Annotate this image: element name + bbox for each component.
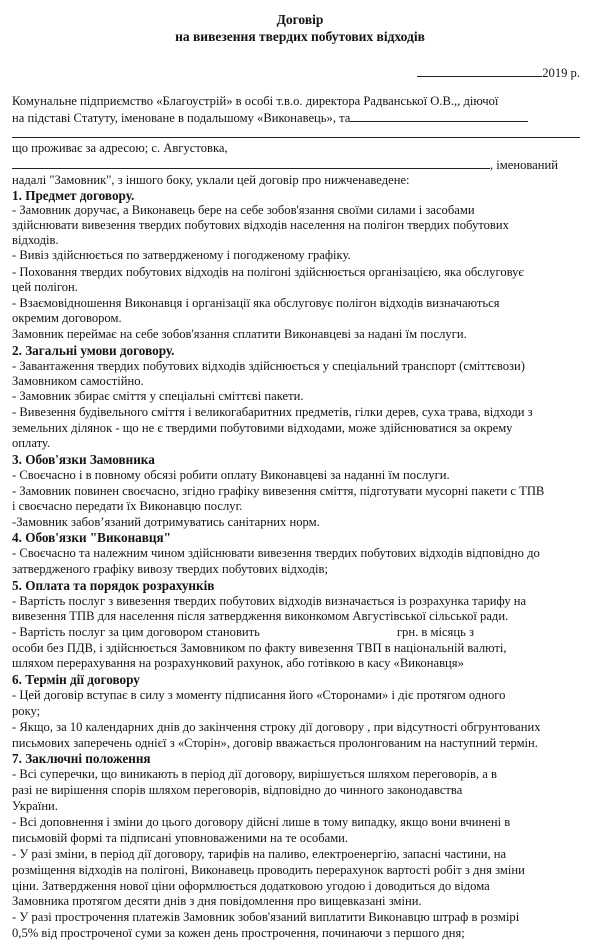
text-line: вивезення ТПВ для населення після затвердження виконкомом Августівської сільської ради. <box>12 609 509 623</box>
text-line: Замовник переймає на себе зобов'язання сплатити Виконавцеві за надані їм послуги. <box>12 327 467 341</box>
name-blank-2 <box>12 126 580 138</box>
text-line: - Вартість послуг з вивезення твердих побутових відходів визначається із розрахунка тарифу на <box>12 594 527 608</box>
blank-line <box>12 126 580 142</box>
text-line: ціни. Затвердження нової ціни оформлюється додатковою угодою і доводиться до відома <box>12 879 490 893</box>
section-heading: 4. Обов'язки "Виконавця" <box>12 530 171 545</box>
text-line: окремим договором. <box>12 311 122 325</box>
text-line: - Вартість послуг за цим договором становить грн. в місяць з <box>12 625 474 639</box>
text-line: розміщення відходів на полігоні, Виконавець проводить перерахунок вартості робіт з дня зміни <box>12 863 525 877</box>
section-heading: 6. Термін дії договору <box>12 672 140 687</box>
name-blank <box>350 110 528 122</box>
text-line: - Взаємовідношення Виконавця і організації яка обслуговує полігон відходів визначаються <box>12 296 500 310</box>
text-line: письмовій формі та підписані уповноваженими на те особами. <box>12 831 349 845</box>
text-line: і своєчасно передати їх Виконавцю послуг. <box>12 499 243 513</box>
date-line: 2019 р. <box>12 65 580 81</box>
address-blank <box>12 157 490 169</box>
text-line: оплату. <box>12 436 51 450</box>
address-line-2: , іменований <box>12 157 580 173</box>
text-line: - У разі зміни, в період дії договору, тарифів на паливо, електроенергію, запасні частини, на <box>12 847 507 861</box>
address-line: що проживає за адресою; с. Августовка, <box>12 141 228 155</box>
text-line: - Всі суперечки, що виникають в період дії договору, вирішується шляхом переговорів, а в <box>12 767 497 781</box>
text-line: -Замовник забов’язаний дотримуватись санітарних норм. <box>12 515 320 529</box>
parties-line: Комунальне підприємство «Благоустрій» в особі т.в.о. директора Радванської О.В.,, діючої <box>12 94 499 108</box>
text-line: - Своєчасно та належним чином здійснювати вивезення твердих побутових відходів відповідно до <box>12 546 540 560</box>
text-line: Замовника протягом десяти днів з дня повідомлення про вищевказані зміни. <box>12 894 422 908</box>
text-line: шляхом перерахування на розрахунковий рахунок, або готівкою в касу «Виконавця» <box>12 656 464 670</box>
text-line: - Цей договір вступає в силу з моменту підписання його «Сторонами» і діє протягом одного <box>12 688 506 702</box>
text-line: України. <box>12 799 58 813</box>
date-blank <box>417 65 542 77</box>
text-line: особи без ПДВ, і здійснюється Замовником по факту вивезення ТВП в національній валюті, <box>12 641 507 655</box>
text-line: - Завантаження твердих побутових відходів здійснюється у спеціальний транспорт (сміттєвози) <box>12 359 525 373</box>
section-heading: 5. Оплата та порядок розрахунків <box>12 578 215 593</box>
text-line: - Замовник доручає, а Виконавець бере на себе зобов'язання своїми силами і засобами <box>12 203 475 217</box>
text-line: разі не вирішення спорів шляхом переговорів, відповідно до чинного законодавства <box>12 783 463 797</box>
text-line: здійснювати вивезення твердих побутових відходів населення на полігон твердих побутових <box>12 218 509 232</box>
text-line: затвердженого графіку вивозу твердих побутових відходів; <box>12 562 328 576</box>
doc-subtitle: на вивезення твердих побутових відходів <box>175 29 425 44</box>
text-line: цей полігон. <box>12 280 78 294</box>
text-line: - Всі доповнення і зміни до цього договору дійсні лише в тому випадку, якщо вони вчинені в <box>12 815 511 829</box>
text-line: - Поховання твердих побутових відходів на полігоні здійснюється організацією, яка обслуговує <box>12 265 524 279</box>
section-heading: 3. Обов'язки Замовника <box>12 452 155 467</box>
text-line: року; <box>12 704 41 718</box>
text-line: - Якщо, за 10 календарних днів до закінчення строку дії договору , при відсутності обгрунтованих <box>12 720 541 734</box>
text-line: - Вивіз здійснюється по затвердженому і погодженому графіку. <box>12 248 351 262</box>
text-line: письмових заперечень однієї з «Сторін», договір вважається пролонгованим на наступний термін. <box>12 736 538 750</box>
text-line: відходів. <box>12 233 59 247</box>
doc-title: Договір <box>276 12 324 27</box>
text-line: - Вивезення будівельного сміття і великогабаритних предметів, гілки дерев, суха трава, відходи з <box>12 405 533 419</box>
section-heading: 7. Заключні положення <box>12 751 151 766</box>
parties-line: на підставі Статуту, іменоване в подальшому «Виконавець», та <box>12 110 580 126</box>
parties-line: надалі "Замовник", з іншого боку, уклали цей договір про нижченаведене: <box>12 173 410 187</box>
section-heading: 2. Загальні умови договору. <box>12 343 175 358</box>
text-line: Замовником самостійно. <box>12 374 144 388</box>
text-line: земельних ділянок - що не є твердими побутовими відходами, може здійснюватися за окрему <box>12 421 513 435</box>
text-line: - У разі прострочення платежів Замовник зобов'язаний виплатити Виконавцю штраф в розмірі <box>12 910 520 924</box>
text-line: 0,5% від простроченої суми за кожен день прострочення, починаючи з першого дня; <box>12 926 465 940</box>
section-heading: 1. Предмет договору. <box>12 188 135 203</box>
text-line: - Замовник збирає сміття у спеціальні сміттєві пакети. <box>12 389 304 403</box>
text-line: - Своєчасно і в повному обсязі робити оплату Виконавцеві за наданні їм послуги. <box>12 468 450 482</box>
text-line: - Замовник повинен своєчасно, згідно графіку вивезення сміття, підготувати мусорні пакети с ТПВ <box>12 484 545 498</box>
